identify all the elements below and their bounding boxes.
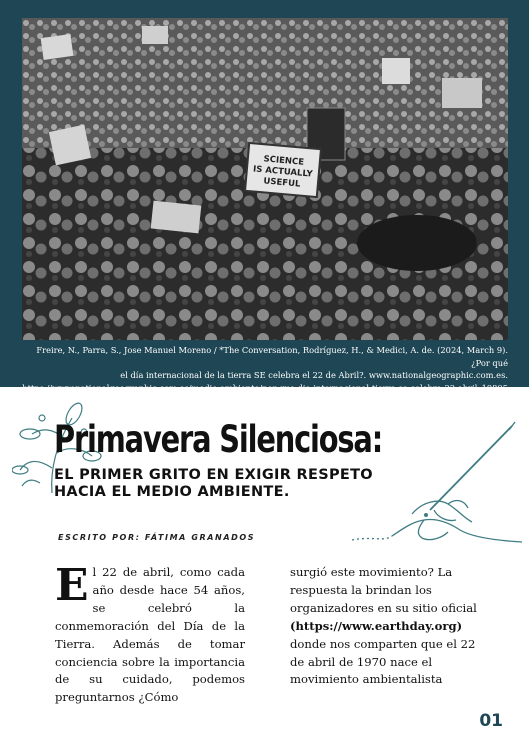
article-title: Primavera Silenciosa: bbox=[54, 418, 383, 461]
citation-line-2: el día internacional de la tierra SE celebra el 22 de Abril?. www.nationalgeographic.com.es. bbox=[120, 370, 508, 380]
photo-citation bbox=[22, 344, 508, 394]
hand-writing-quill-icon bbox=[352, 418, 524, 548]
page-number: 01 bbox=[479, 711, 503, 731]
article-column-1 bbox=[55, 560, 245, 707]
article-subtitle: EL PRIMER GRITO EN EXIGIR RESPETO HACIA EL MEDIO AMBIENTE. bbox=[54, 467, 373, 500]
column-2-text-a: surgió este movimiento? La respuesta la brindan los organizadores en su sitio oficial bbox=[290, 565, 477, 615]
citation-line-3: https://www.nationalgeographic.com.es/medio-ambiente/por-que-dia-internacional-tierra-se-celebra-22-abril_19805 bbox=[22, 382, 508, 393]
column-2-text-b: donde nos comparten que el 22 de abril de 1970 nace el movimiento ambientalista bbox=[290, 636, 476, 687]
svg-text:IS ACTUALLY: IS ACTUALLY bbox=[252, 164, 314, 180]
protest-photo bbox=[22, 18, 508, 340]
svg-text:SCIENCE: SCIENCE bbox=[263, 154, 305, 168]
svg-text:USEFUL: USEFUL bbox=[263, 176, 301, 190]
crowd-image bbox=[22, 18, 508, 340]
author-byline: ESCRITO POR: FÁTIMA GRANADOS bbox=[58, 533, 256, 542]
drop-cap: E bbox=[55, 560, 89, 611]
article-column-2 bbox=[290, 564, 480, 689]
column-1-text: l 22 de abril, como cada año desde hace 54 años, se celebró la conmemoración del Día de la Tierra. Además de tomar conciencia sobre la importancia de su cuidado, podemos preguntarnos ¿Cómo bbox=[55, 565, 245, 705]
earthday-link[interactable]: (https://www.earthday.org) bbox=[290, 618, 463, 633]
citation-line-1: Freire, N., Parra, S., Jose Manuel Moreno / *The Conversation, Rodríguez, H., & Medici, A. de. (2024, March 9). ¿Por qué bbox=[36, 345, 508, 368]
